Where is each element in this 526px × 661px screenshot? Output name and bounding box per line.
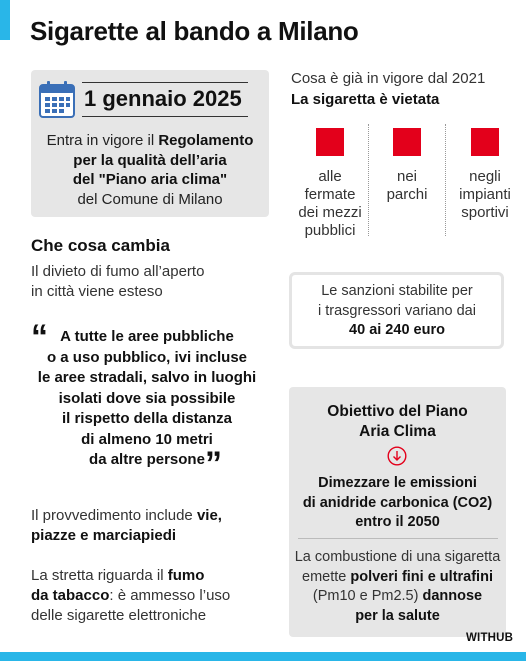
red-square-icon [316,128,344,156]
effective-date: 1 gennaio 2025 [84,86,242,111]
divider [298,538,498,539]
place-bus-stops [291,128,369,240]
date-rule-top [82,82,248,83]
in-force-heading: Cosa è già in vigore dal 2021 [291,70,486,87]
place-label: alle fermate dei mezzi pubblici [298,168,362,239]
sanctions-text: Le sanzioni stabilite per i trasgressori variano dai 40 ai 240 euro [318,283,476,338]
date-rule-bottom [82,116,248,117]
calendar-icon [39,80,75,118]
objective-goal: Dimezzare le emissioni di anidride carbonica (CO2) entro il 2050 [302,475,493,530]
regulation-quote: A tutte le aree pubbliche o a uso pubblico, ivi incluse le aree stradali, salvo in luoghi isolati dove sia possibile il rispetto della distanza di almeno 10 metri da altre persone [37,328,257,468]
scope-text: Il provvedimento include vie, piazze e marciapiedi [31,507,222,544]
place-sports-facilities [446,128,524,222]
red-square-icon [471,128,499,156]
page-title: Sigarette al bando a Milano [30,16,359,46]
open-quote-mark: “ [31,318,48,356]
place-parks [368,128,446,204]
place-label: nei parchi [386,168,428,203]
section-heading-changes: Che cosa cambia [31,236,170,255]
close-quote-mark: ” [205,445,222,483]
objective-title: Obiettivo del Piano Aria Clima [327,403,468,440]
place-label: negli impianti sportivi [459,168,511,221]
combustion-text: La combustione di una sigaretta emette polveri fini e ultrafini (Pm10 e Pm2.5) dannose per la salute [294,549,501,624]
tobacco-text: La stretta riguarda il fumo da tabacco: è ammesso l’uso delle sigarette elettroniche [31,567,231,624]
regulation-text: Entra in vigore il Regolamento per la qualità dell’aria del "Piano aria clima" del Comune di Milano [46,132,254,208]
red-square-icon [393,128,421,156]
accent-bar [0,0,10,40]
ban-subheading: La sigaretta è vietata [291,91,440,108]
bottom-accent-bar [0,652,526,661]
ban-extension-text: Il divieto di fumo all’aperto in città viene esteso [31,263,205,300]
arrow-down-circle-icon [387,446,407,466]
brand-logo: WITHUB [466,632,514,644]
